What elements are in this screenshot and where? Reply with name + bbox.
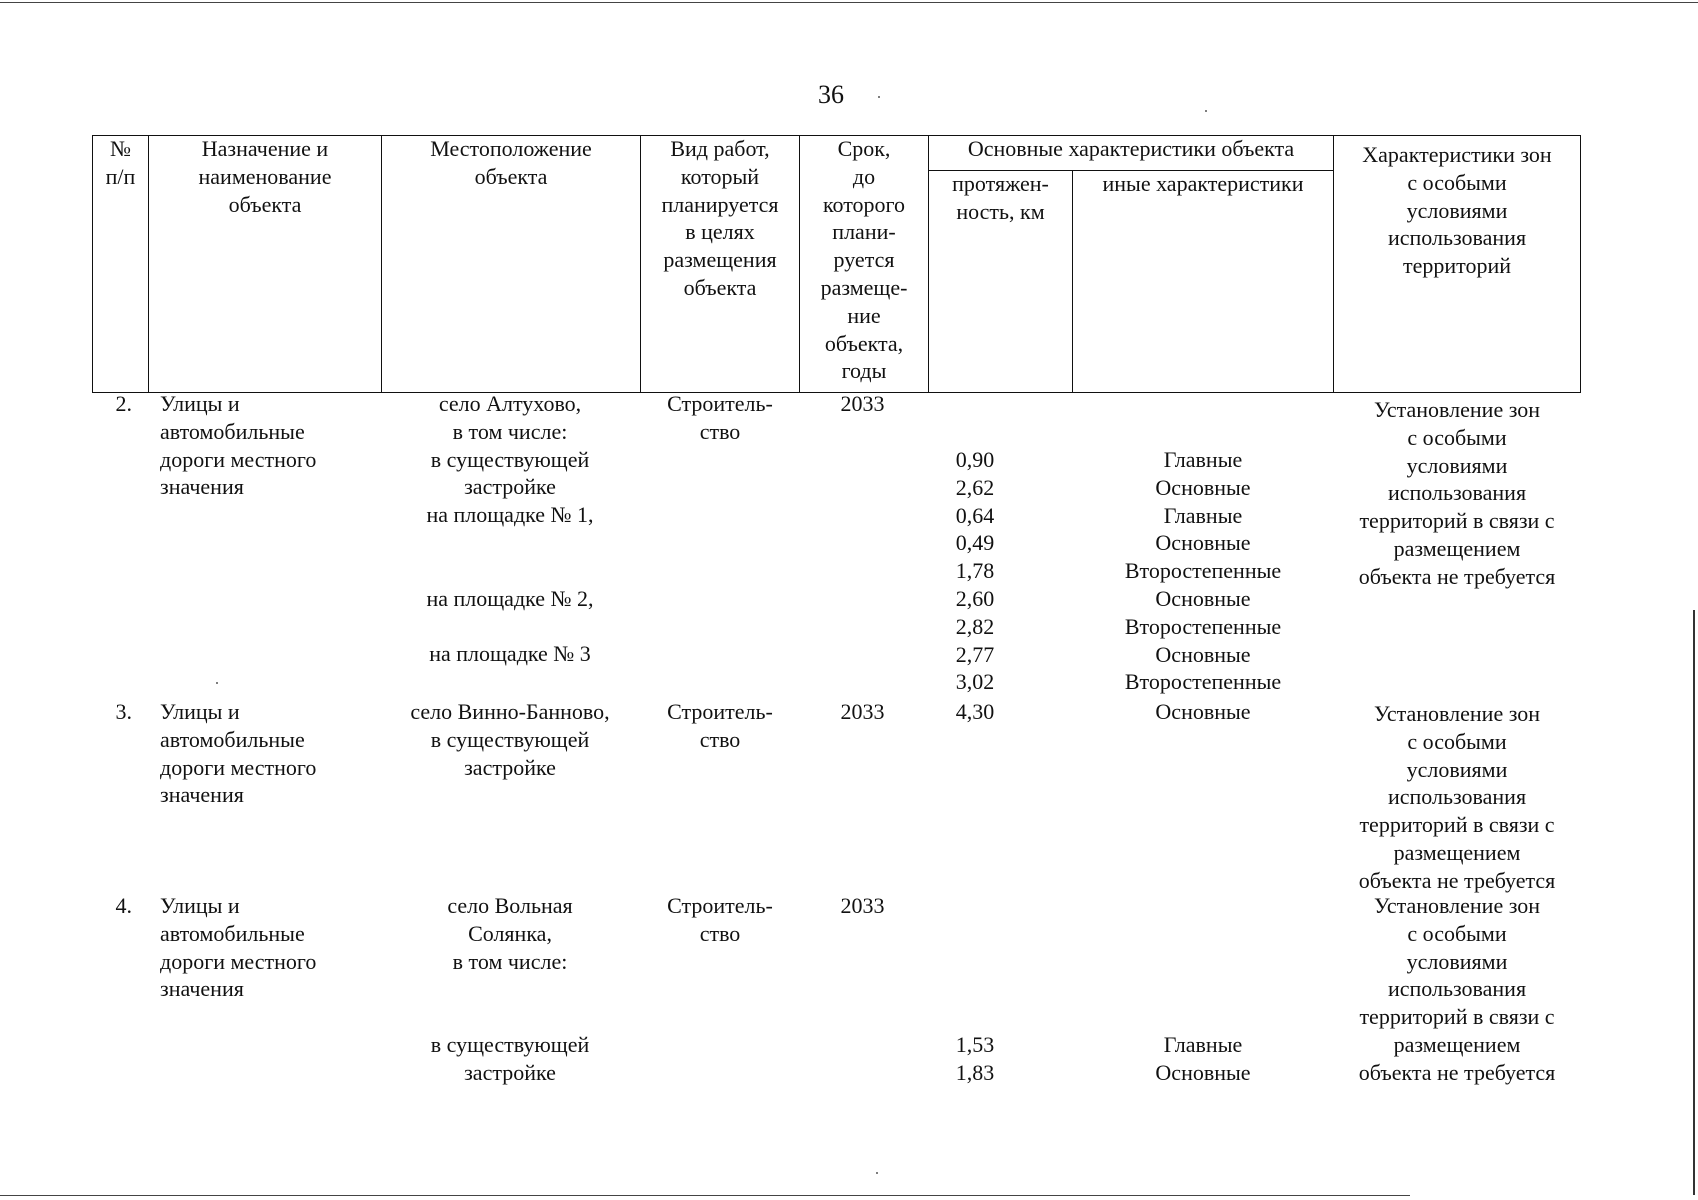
road-category: Основные: [1155, 699, 1251, 724]
scan-speck: [878, 96, 880, 98]
page-number: 36: [818, 80, 844, 109]
length-value: 1,83: [955, 1059, 995, 1085]
scan-speck: [1205, 110, 1207, 112]
row-number: 3.: [115, 699, 132, 724]
term-year: 2033: [840, 893, 885, 918]
object-location-sub: в существующей застройке: [430, 1032, 590, 1085]
object-location: село Алтухово, в том числе: в существующей застройке на площадке № 1, на площадке № 2, на площадке № 3: [426, 391, 594, 667]
road-category: Основные: [1155, 641, 1251, 667]
object-name: Улицы и автомобильные дороги местного значения: [160, 893, 317, 1002]
work-type: Строитель- ство: [667, 699, 773, 752]
zones-text: Установление зон с особыми условиями использования территорий в связи с размещением объекта не требуется: [1358, 701, 1556, 893]
length-value: 0,49: [955, 530, 995, 556]
header-name: Назначение и наименование объекта: [198, 136, 332, 217]
road-category: Основные: [1155, 1059, 1251, 1085]
scan-speck: [216, 682, 218, 684]
term-year: 2033: [840, 699, 885, 724]
object-location: село Винно-Банново, в существующей застройке: [410, 699, 610, 780]
work-type: Строитель- ство: [667, 391, 773, 444]
header-location: Местоположение объекта: [430, 136, 592, 189]
length-value: 1,78: [955, 558, 995, 584]
road-category: Главные: [1163, 1032, 1243, 1057]
object-location: село Вольная Солянка, в том числе:: [447, 893, 573, 974]
term-year: 2033: [840, 391, 885, 416]
header-term: Срок, до которого плани- руется размеще- ние объекта, годы: [820, 136, 908, 384]
column-divider: [1072, 170, 1073, 392]
header-work-type: Вид работ, который планируется в целях размещения объекта: [661, 136, 779, 300]
road-category: Второстепенные: [1124, 558, 1282, 584]
header-length: протяжен- ность, км: [952, 171, 1049, 224]
scan-speck: [876, 1172, 878, 1174]
header-zones: Характеристики зон с особыми условиями использования территорий: [1362, 142, 1552, 279]
road-category: Основные: [1155, 586, 1251, 611]
road-category: Основные: [1155, 530, 1251, 556]
length-value: 2,82: [955, 613, 995, 639]
header-other-characteristics: иные характеристики: [1102, 171, 1304, 196]
length-value: 1,53: [955, 1032, 995, 1057]
object-name: Улицы и автомобильные дороги местного значения: [160, 699, 317, 808]
zones-text: Установление зон с особыми условиями использования территорий в связи с размещением объекта не требуется: [1358, 893, 1556, 1085]
scan-edge-top: [0, 2, 1698, 3]
object-name: Улицы и автомобильные дороги местного значения: [160, 391, 317, 500]
length-value: 3,02: [955, 669, 995, 695]
road-category: Второстепенные: [1124, 613, 1282, 639]
header-num: № п/п: [105, 136, 136, 189]
length-value: 2,62: [955, 474, 995, 500]
length-value: 4,30: [955, 699, 995, 724]
row-number: 4.: [115, 893, 132, 918]
row-number: 2.: [115, 391, 132, 416]
length-value: 2,60: [955, 586, 995, 611]
road-category: Главные: [1163, 447, 1243, 472]
table-header: [92, 135, 1581, 393]
length-value: 2,77: [955, 641, 995, 667]
road-category: Второстепенные: [1124, 669, 1282, 695]
header-main-characteristics: Основные характеристики объекта: [967, 136, 1295, 161]
road-category: Главные: [1163, 502, 1243, 528]
scan-edge-right: [1693, 610, 1695, 1195]
length-value: 0,90: [955, 447, 995, 472]
road-category: Основные: [1155, 474, 1251, 500]
work-type: Строитель- ство: [667, 893, 773, 946]
zones-text: Установление зон с особыми условиями использования территорий в связи с размещением объекта не требуется: [1358, 397, 1556, 589]
scan-edge-bottom: [0, 1195, 1410, 1196]
length-value: 0,64: [955, 502, 995, 528]
